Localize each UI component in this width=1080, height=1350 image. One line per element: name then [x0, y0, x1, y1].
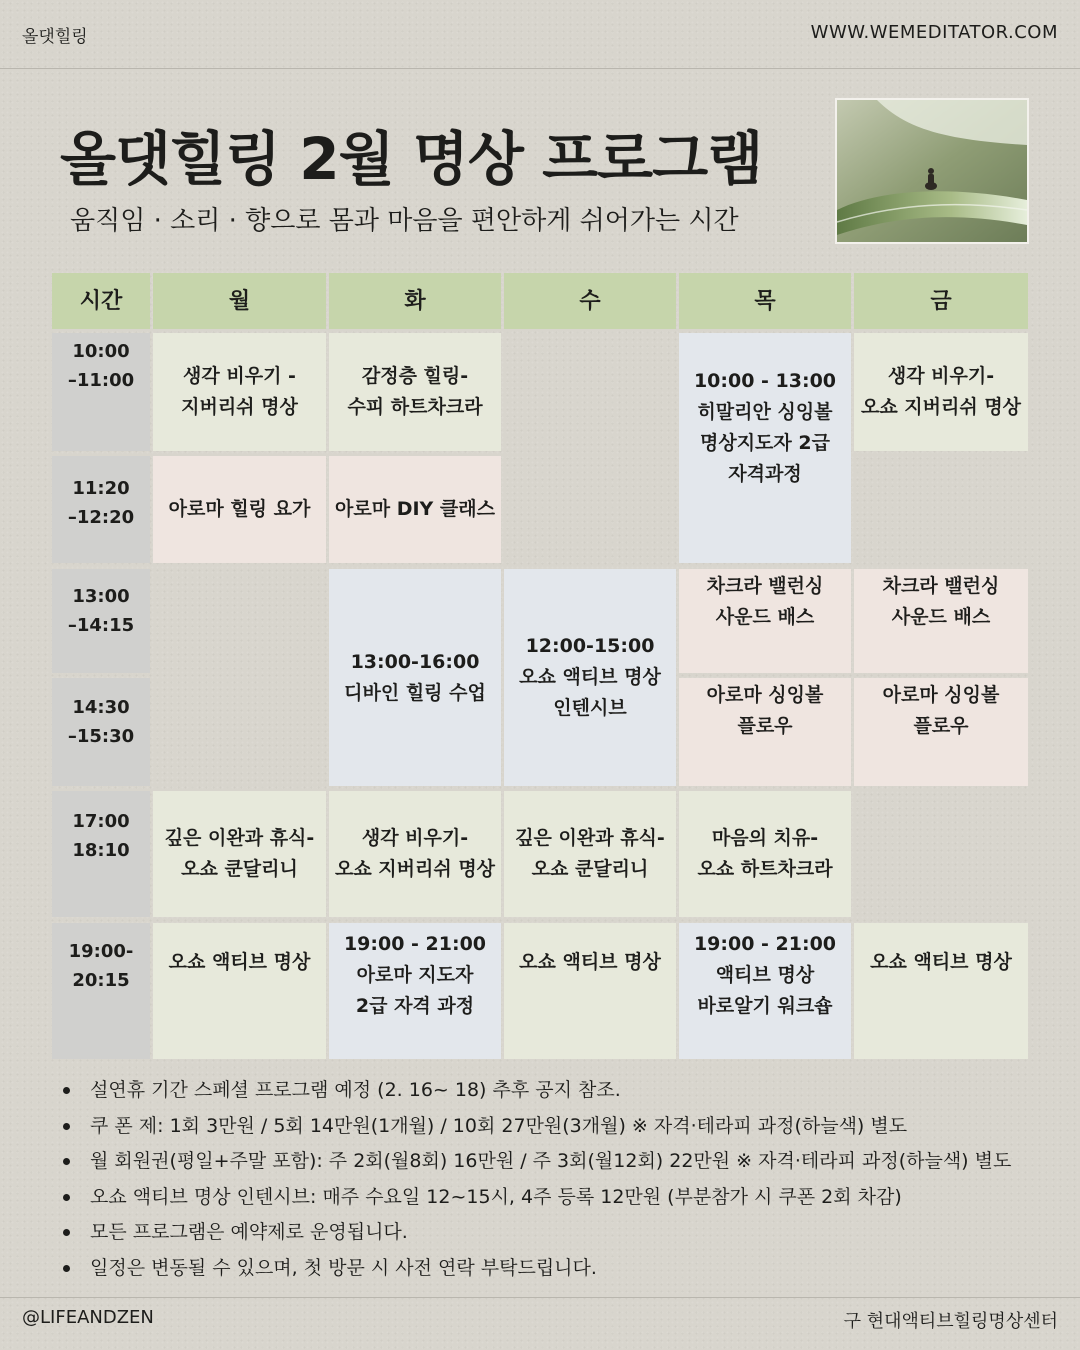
time-slot-4: 14:30 –15:30 [52, 678, 150, 786]
class-wed-2[interactable]: 깊은 이완과 휴식- 오쇼 쿤달리니 [504, 791, 676, 917]
class-thu-4[interactable]: 마음의 치유- 오쇼 하트차크라 [679, 791, 851, 917]
note-item: 오쇼 액티브 명상 인텐시브: 매주 수요일 12~15시, 4주 등록 12만원 (부분참가 시 쿠폰 2회 차감) [62, 1183, 1011, 1219]
class-mon-1[interactable]: 생각 비우기 - 지버리쉬 명상 [153, 333, 326, 451]
header-time: 시간 [52, 273, 150, 329]
class-fri-2[interactable]: 차크라 밸런싱 사운드 배스 [854, 569, 1028, 673]
class-tue-4[interactable]: 생각 비우기- 오쇼 지버리쉬 명상 [329, 791, 501, 917]
class-thu-3[interactable]: 아로마 싱잉볼 플로우 [679, 678, 851, 786]
social-handle[interactable]: @LIFEANDZEN [22, 1307, 154, 1328]
note-item: 월 회원권(평일+주말 포함): 주 2회(월8회) 16만원 / 주 3회(월12회) 22만원 ※ 자격·테라피 과정(하늘색) 별도 [62, 1147, 1011, 1183]
class-tue-3[interactable]: 13:00-16:00 디바인 힐링 수업 [329, 569, 501, 786]
time-slot-1: 10:00 –11:00 [52, 333, 150, 451]
class-mon-2[interactable]: 아로마 힐링 요가 [153, 456, 326, 563]
header-wed: 수 [504, 273, 676, 329]
header-tue: 화 [329, 273, 501, 329]
time-slot-3: 13:00 –14:15 [52, 569, 150, 673]
website-url[interactable]: WWW.WEMEDITATOR.COM [810, 22, 1058, 43]
center-name: 구 현대액티브힐링명상센터 [843, 1311, 1058, 1332]
header-fri: 금 [854, 273, 1028, 329]
note-item: 일정은 변동될 수 있으며, 첫 방문 시 사전 연락 부탁드립니다. [62, 1254, 1011, 1290]
class-fri-3[interactable]: 아로마 싱잉볼 플로우 [854, 678, 1028, 786]
header-mon: 월 [153, 273, 326, 329]
footer-divider [0, 1297, 1080, 1298]
class-fri-4[interactable]: 오쇼 액티브 명상 [854, 923, 1028, 1059]
class-mon-4[interactable]: 오쇼 액티브 명상 [153, 923, 326, 1059]
class-fri-1[interactable]: 생각 비우기- 오쇼 지버리쉬 명상 [854, 333, 1028, 451]
top-bar [0, 0, 1080, 69]
time-slot-6: 19:00- 20:15 [52, 923, 150, 1059]
class-wed-3[interactable]: 오쇼 액티브 명상 [504, 923, 676, 1059]
time-slot-2: 11:20 –12:20 [52, 456, 150, 563]
class-tue-1[interactable]: 감정층 힐링- 수피 하트차크라 [329, 333, 501, 451]
page-subtitle: 움직임 · 소리 · 향으로 몸과 마음을 편안하게 쉬어가는 시간 [70, 206, 739, 236]
note-item: 쿠 폰 제: 1회 3만원 / 5회 14만원(1개월) / 10회 27만원(3개월) ※ 자격·테라피 과정(하늘색) 별도 [62, 1112, 1011, 1148]
note-item: 설연휴 기간 스페셜 프로그램 예정 (2. 16~ 18) 추후 공지 참조. [62, 1076, 1011, 1112]
class-wed-1[interactable]: 12:00-15:00 오쇼 액티브 명상 인텐시브 [504, 569, 676, 786]
class-tue-5[interactable]: 19:00 - 21:00 아로마 지도자 2급 자격 과정 [329, 923, 501, 1059]
header-thu: 목 [679, 273, 851, 329]
time-slot-5: 17:00 18:10 [52, 791, 150, 917]
class-tue-2[interactable]: 아로마 DIY 클래스 [329, 456, 501, 563]
class-thu-1[interactable]: 10:00 - 13:00 히말리안 싱잉볼 명상지도자 2급 자격과정 [679, 333, 851, 563]
class-mon-3[interactable]: 깊은 이완과 휴식- 오쇼 쿤달리니 [153, 791, 326, 917]
class-thu-2[interactable]: 차크라 밸런싱 사운드 배스 [679, 569, 851, 673]
note-item: 모든 프로그램은 예약제로 운영됩니다. [62, 1218, 1011, 1254]
leaf-meditation-photo [835, 98, 1029, 244]
brand-name: 올댓힐링 [22, 27, 88, 47]
weekly-schedule-table [52, 273, 1028, 1060]
class-thu-5[interactable]: 19:00 - 21:00 액티브 명상 바로알기 워크숍 [679, 923, 851, 1059]
notes-list [62, 1076, 1011, 1289]
page-title: 올댓힐링 2월 명상 프로그램 [60, 125, 763, 193]
